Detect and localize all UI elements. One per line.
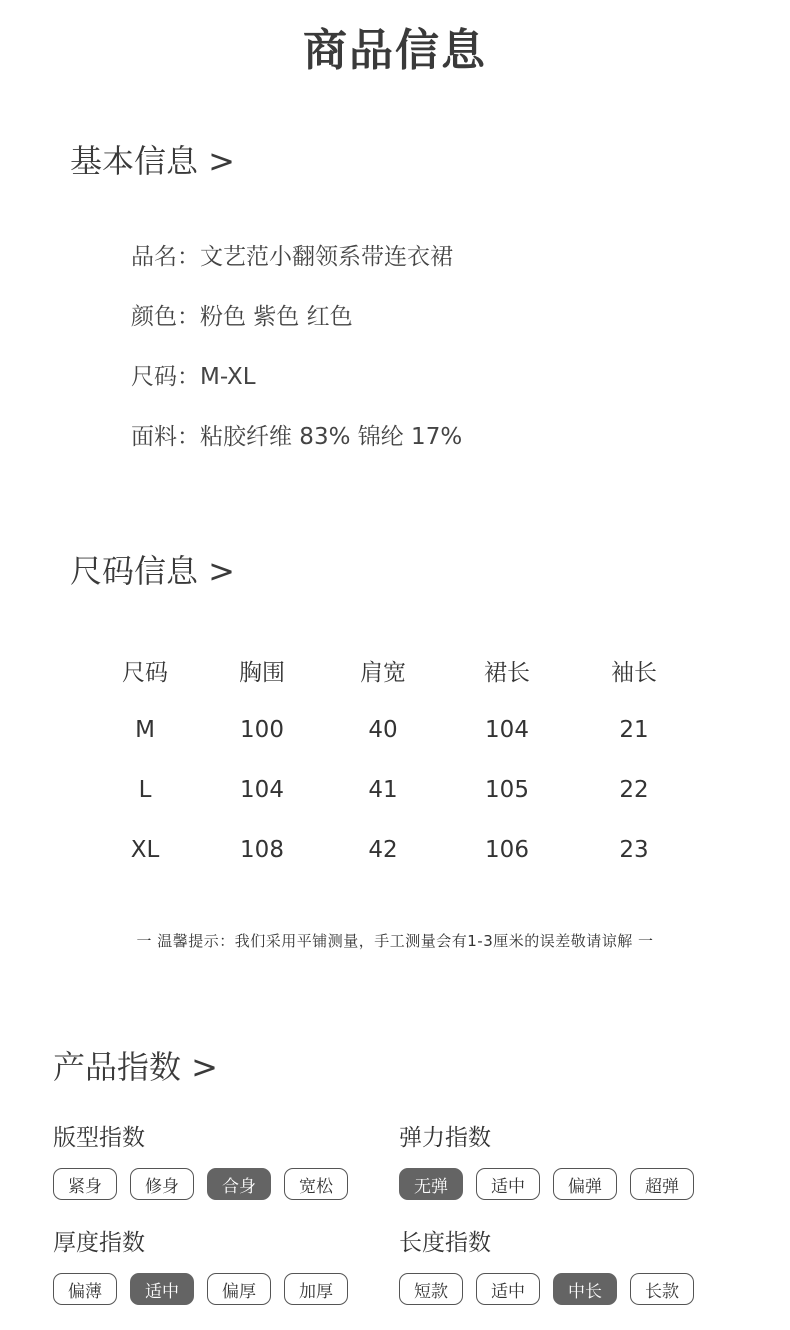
measurement-note: 一 温馨提示：我们采用平铺测量，手工测量会有1-3厘米的误差敬请谅解 一 (136, 932, 654, 950)
product-name-line: 品名：文艺范小翻领系带连衣裙 (131, 244, 453, 270)
option-pill: 适中 (476, 1168, 540, 1200)
table-cell: L (138, 777, 152, 803)
page-title: 商品信息 (303, 25, 487, 76)
option-pill: 超弹 (630, 1168, 694, 1200)
table-cell: 104 (240, 777, 284, 803)
header-cell-dress-length: 裙长 (484, 659, 530, 686)
table-cell: 108 (240, 837, 284, 863)
table-cell: 41 (368, 777, 398, 803)
option-pill-selected: 无弹 (399, 1168, 463, 1200)
table-cell: 40 (368, 717, 398, 743)
fabric-line: 面料：粘胶纤维 83% 锦纶 17% (131, 424, 463, 450)
table-cell: 106 (485, 837, 529, 863)
table-cell: 42 (368, 837, 398, 863)
option-pill: 适中 (476, 1273, 540, 1305)
table-cell: 105 (485, 777, 529, 803)
header-cell-size: 尺码 (122, 659, 168, 686)
table-cell: 100 (240, 717, 284, 743)
table-cell: 23 (619, 837, 649, 863)
table-cell: M (135, 717, 155, 743)
color-line: 颜色：粉色 紫色 红色 (131, 304, 353, 330)
thickness-index-options (53, 1273, 348, 1305)
option-pill-selected: 合身 (207, 1168, 271, 1200)
basic-info-heading: 基本信息 > (70, 142, 235, 180)
header-cell-bust: 胸围 (239, 659, 285, 686)
option-pill: 偏弹 (553, 1168, 617, 1200)
table-cell: XL (130, 837, 160, 863)
size-info-heading: 尺码信息 > (70, 552, 235, 590)
elasticity-index-label: 弹力指数 (399, 1125, 491, 1151)
option-pill: 短款 (399, 1273, 463, 1305)
length-index-label: 长度指数 (399, 1230, 491, 1256)
table-cell: 104 (485, 717, 529, 743)
option-pill-selected: 中长 (553, 1273, 617, 1305)
table-cell: 22 (619, 777, 649, 803)
option-pill: 偏厚 (207, 1273, 271, 1305)
option-pill: 长款 (630, 1273, 694, 1305)
header-cell-sleeve-length: 袖长 (611, 659, 657, 686)
table-cell: 21 (619, 717, 649, 743)
length-index-options (399, 1273, 694, 1305)
option-pill: 宽松 (284, 1168, 348, 1200)
table-row (84, 820, 702, 880)
product-index-heading: 产品指数 > (53, 1048, 218, 1086)
header-cell-shoulder: 肩宽 (360, 659, 406, 686)
option-pill: 加厚 (284, 1273, 348, 1305)
thickness-index-label: 厚度指数 (53, 1230, 145, 1256)
option-pill: 修身 (130, 1168, 194, 1200)
size-range-line: 尺码：M-XL (131, 364, 256, 390)
table-row (84, 700, 702, 760)
option-pill: 紧身 (53, 1168, 117, 1200)
size-table (84, 640, 702, 880)
fit-index-options (53, 1168, 348, 1200)
fit-index-label: 版型指数 (53, 1125, 145, 1151)
option-pill: 偏薄 (53, 1273, 117, 1305)
table-row (84, 760, 702, 820)
option-pill-selected: 适中 (130, 1273, 194, 1305)
elasticity-index-options (399, 1168, 694, 1200)
size-table-header (84, 640, 702, 700)
